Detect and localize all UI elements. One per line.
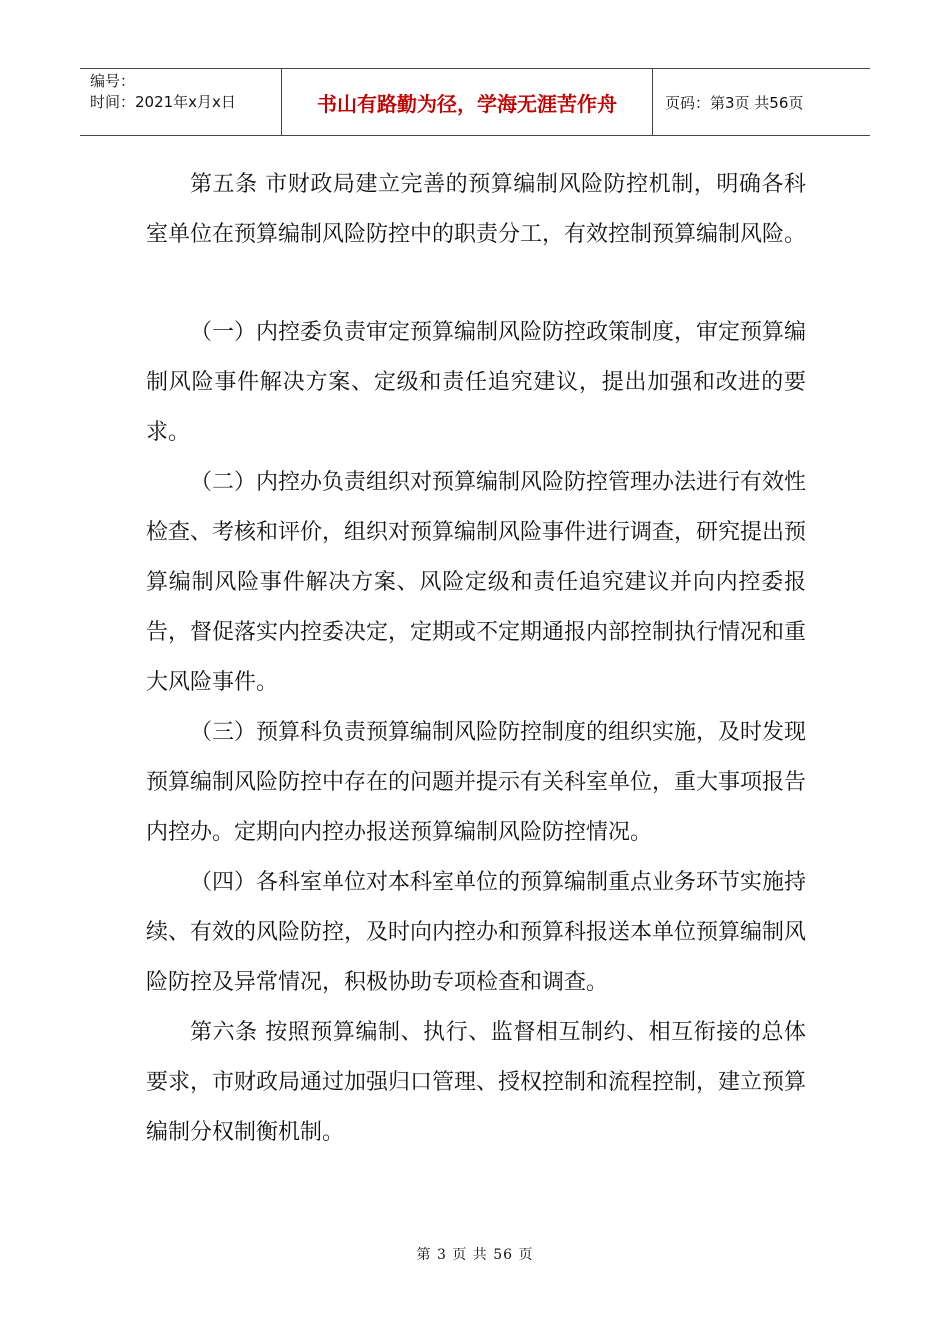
- article-5-paragraph: 第五条 市财政局建立完善的预算编制风险防控机制，明确各科室单位在预算编制风险防控中的职责分工，有效控制预算编制风险。: [146, 172, 807, 247]
- clause-2-paragraph: （二）内控办负责组织对预算编制风险防控管理办法进行有效性检查、考核和评价，组织对预算编制风险事件进行调查，研究提出预算编制风险事件解决方案、风险定级和责任追究建议并向内控委报告，督促落实内控委决定，定期或不定期通报内部控制执行情况和重大风险事件。: [146, 470, 807, 695]
- page-header: [80, 68, 870, 136]
- header-page-info: 页码：第3页 共56页: [665, 93, 804, 112]
- header-meta: [80, 69, 282, 135]
- clause-1-paragraph: （一）内控委负责审定预算编制风险防控政策制度，审定预算编制风险事件解决方案、定级和责任追究建议，提出加强和改进的要求。: [146, 320, 807, 445]
- header-motto: 书山有路勤为径，学海无涯苦作舟: [282, 69, 653, 135]
- time-label: 时间：2021年x月x日: [90, 93, 236, 111]
- article-6-paragraph: 第六条 按照预算编制、执行、监督相互制约、相互衔接的总体要求，市财政局通过加强归口管理、授权控制和流程控制，建立预算编制分权制衡机制。: [146, 1020, 807, 1145]
- clause-3-paragraph: （三）预算科负责预算编制风险防控制度的组织实施，及时发现预算编制风险防控中存在的问题并提示有关科室单位，重大事项报告内控办。定期向内控办报送预算编制风险防控情况。: [146, 720, 807, 845]
- page-footer: 第 3 页 共 56 页: [416, 1247, 534, 1263]
- clause-4-paragraph: （四）各科室单位对本科室单位的预算编制重点业务环节实施持续、有效的风险防控，及时向内控办和预算科报送本单位预算编制风险防控及异常情况，积极协助专项检查和调查。: [146, 870, 807, 995]
- number-label: 编号：: [90, 72, 136, 90]
- document-body: [146, 160, 806, 1158]
